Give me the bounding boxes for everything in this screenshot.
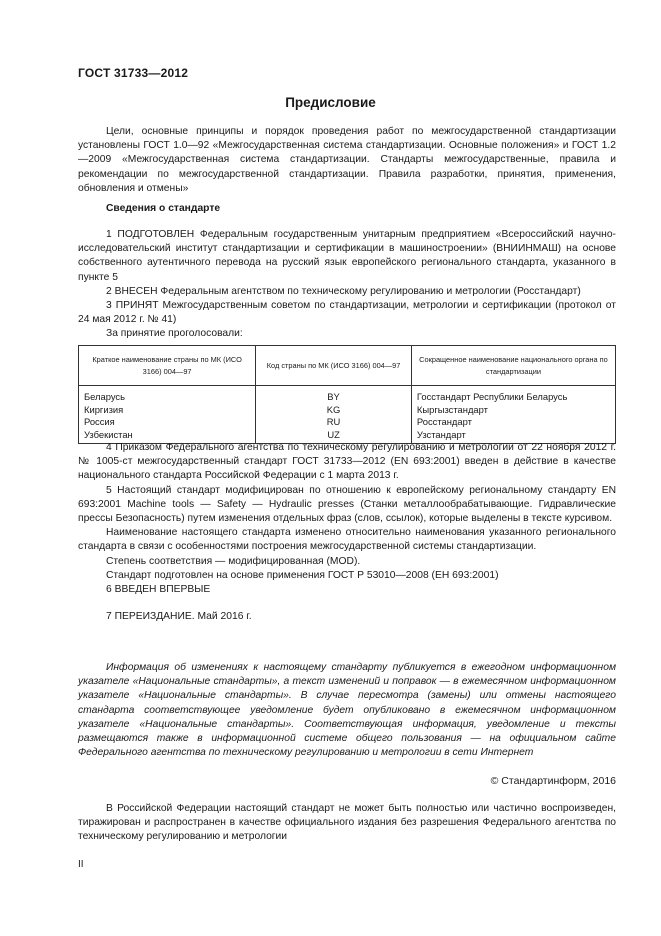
table-row	[79, 416, 616, 429]
table-cell-country: Узбекистан	[79, 429, 256, 444]
item-3: 3 ПРИНЯТ Межгосударственным советом по стандартизации, метрологии и сертификации (протокол от 24 мая 2012 г. № 41)	[78, 300, 616, 326]
section-title: Сведения о стандарте	[106, 203, 221, 214]
table-cell-body: Узстандарт	[411, 429, 615, 444]
item-5-name-note: Наименование настоящего стандарта изменено относительно наименования указанного регионального стандарта в связи с особенностями построения межгосударственной системы стандартизации.	[78, 527, 616, 553]
table-cell-code: BY	[256, 386, 412, 404]
item-3-vote-label: За принятие проголосовали:	[106, 328, 243, 340]
rights-notice: В Российской Федерации настоящий стандарт не может быть полностью или частично воспроизведен, тиражирован и распространен в качестве официального издания без разрешения Федерального агентства по техническому регулированию и метрологии	[78, 803, 616, 843]
intro-paragraph: Цели, основные принципы и порядок проведения работ по межгосударственной стандартизации установлены ГОСТ 1.0—92 «Межгосударственная система стандартизации. Основные положения» и ГОСТ 1.2—2009 «Межгосударственная система стандартизации. Стандарты межгосударственные, правила и рекомендации по межгосударственной стандартизации. Правила разработки, принятия, применения, обновления и отмены»	[78, 126, 616, 194]
after-table-block	[78, 441, 616, 624]
table-cell-country: Беларусь	[79, 386, 256, 404]
table-cell-country: Киргизия	[79, 404, 256, 417]
page-title: Предисловие	[285, 95, 376, 110]
table-row	[79, 404, 616, 417]
copyright: © Стандартинформ, 2016	[490, 775, 616, 787]
voting-table	[78, 345, 616, 444]
table-cell-body: Росстандарт	[411, 416, 615, 429]
table-cell-body: Госстандарт Республики Беларусь	[411, 386, 615, 404]
table-row	[79, 386, 616, 404]
table-header-code: Код страны по МК (ИСО 3166) 004—97	[256, 346, 412, 386]
item-1: 1 ПОДГОТОВЛЕН Федеральным государственным унитарным предприятием «Всероссийский научно-исследовательский институт стандартизации и сертификации в машиностроении» (ВНИИНМАШ) на основе собственного аутентичного перевода на русский язык европейского регионального стандарта, указанного в пункте 5	[78, 229, 616, 283]
info-notice-block	[78, 661, 616, 760]
item-7: 7 ПЕРЕИЗДАНИЕ. Май 2016 г.	[106, 611, 252, 623]
table-cell-code: KG	[256, 404, 412, 417]
table-header-row	[79, 346, 616, 386]
item-6: 6 ВВЕДЕН ВПЕРВЫЕ	[106, 584, 211, 596]
item-5-basis: Стандарт подготовлен на основе применения ГОСТ Р 53010—2008 (ЕН 693:2001)	[106, 569, 499, 581]
item-5: 5 Настоящий стандарт модифицирован по отношению к европейскому региональному стандарту EN 693:2001 Machine tools — Safety — Hydraulic presses (Станки металлообрабатывающие. Гидравлические прессы Безопасность) путем изменения отдельных фраз (слов, ссылок), которые выделены в тексте курсивом.	[78, 484, 616, 525]
intro-paragraph-block	[78, 125, 616, 196]
table-cell-code: UZ	[256, 429, 412, 444]
items-block	[78, 228, 616, 342]
page-number: II	[78, 859, 84, 870]
document-id: ГОСТ 31733—2012	[78, 66, 189, 80]
table-header-body: Сокращенное наименование национального органа по стандартизации	[411, 346, 615, 386]
rights-block	[78, 802, 616, 845]
item-5-conformity: Степень соответствия — модифицированная (MOD).	[106, 555, 361, 567]
table-cell-body: Кыргызстандарт	[411, 404, 615, 417]
item-4: 4 Приказом Федерального агентства по техническому регулированию и метрологии от 22 ноября 2012 г. № 1005-ст межгосударственный стандарт ГОСТ 31733—2012 (EN 693:2001) введен в действие в качестве национального стандарта Российской Федерации с 1 марта 2013 г.	[78, 442, 616, 482]
table-header-country: Краткое наименование страны по МК (ИСО 3166) 004—97	[79, 346, 256, 386]
info-notice: Информация об изменениях к настоящему стандарту публикуется в ежегодном информационном указателе «Национальные стандарты», а текст изменений и поправок — в ежемесячном информационном указателе «Национальные стандарты». В случае пересмотра (замены) или отмены настоящего стандарта соответствующее уведомление будет опубликовано в ежемесячном информационном указателе «Национальные стандарты». Соответствующая информация, уведомление и тексты размещаются также в информационной системе общего пользования — на официальном сайте Федерального агентства по техническому регулированию и метрологии в сети Интернет	[78, 662, 616, 759]
table-cell-country: Россия	[79, 416, 256, 429]
table-cell-code: RU	[256, 416, 412, 429]
item-2: 2 ВНЕСЕН Федеральным агентством по техническому регулированию и метрологии (Росстандарт)	[106, 285, 581, 297]
